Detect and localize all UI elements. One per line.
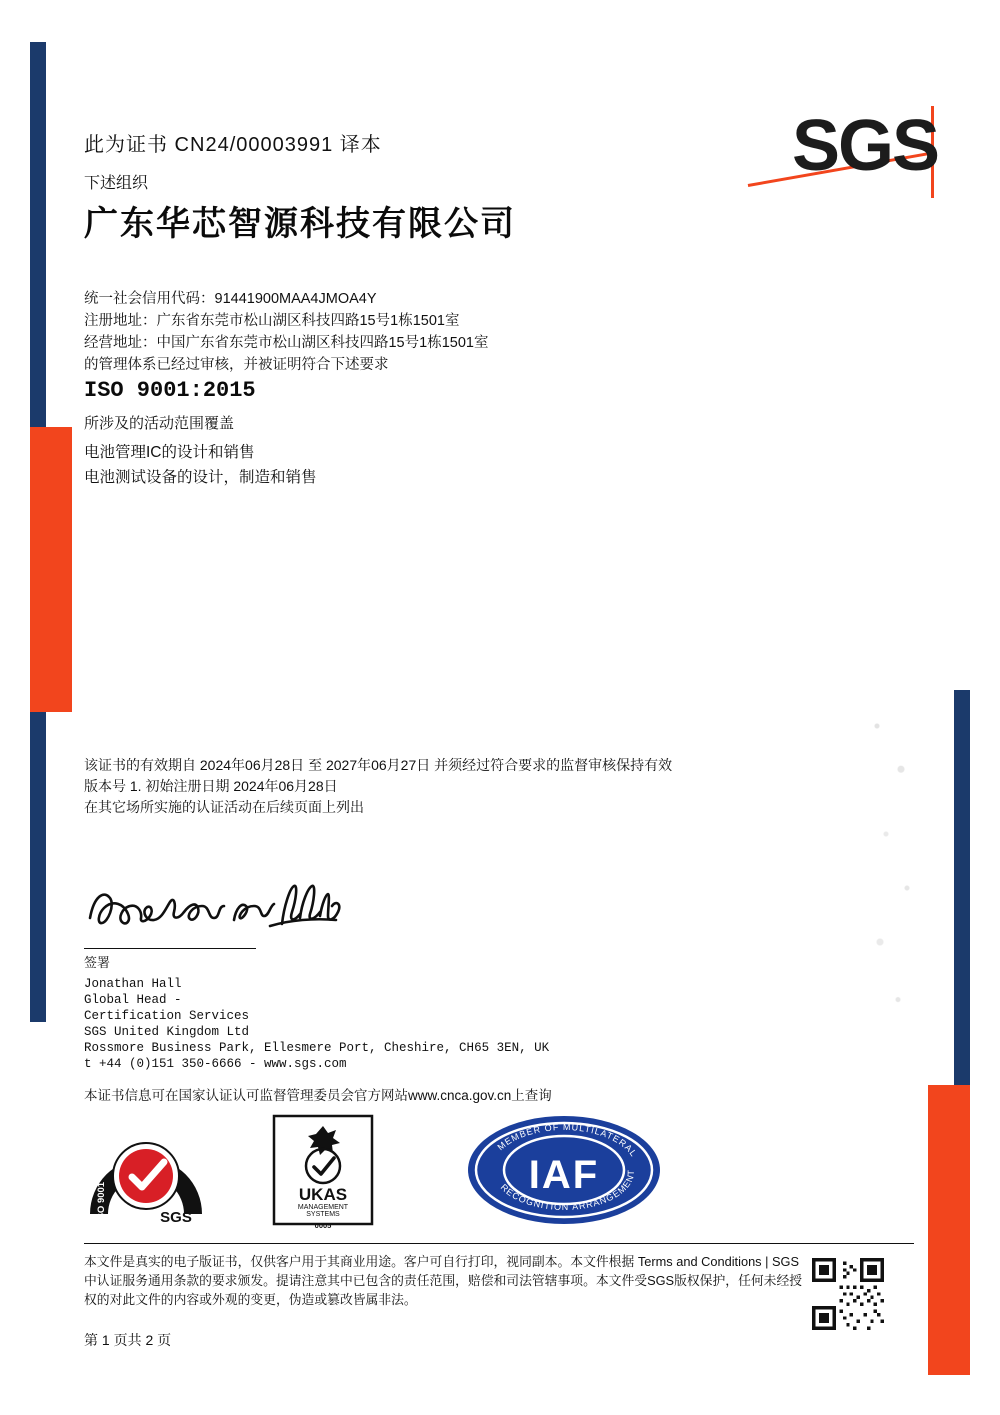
decor-bar-right-orange: [928, 1085, 970, 1375]
iaf-mark: [468, 1116, 660, 1224]
svg-text:MANAGEMENT: MANAGEMENT: [297, 1204, 349, 1211]
signature-image: [84, 878, 384, 938]
svg-text:SGS: SGS: [160, 1209, 192, 1226]
validity-block: [84, 755, 672, 818]
svg-text:UKAS: UKAS: [298, 1185, 348, 1204]
iso-9001-mark: [90, 1122, 202, 1226]
validity-issue: 版本号 1. 初始注册日期 2024年06月28日: [84, 778, 338, 794]
scope-lines: [84, 440, 317, 490]
svg-text:ISO 9001: ISO 9001: [96, 1181, 107, 1223]
address-line-2: t +44 (0)151 350-6666 - www.sgs.com: [84, 1057, 347, 1071]
svg-text:RECOGNITION ARRANGEMENT: RECOGNITION ARRANGEMENT: [498, 1168, 637, 1213]
scope-line-2: 电池测试设备的设计，制造和销售: [84, 469, 317, 486]
sgs-logo: [748, 106, 938, 200]
org-intro-label: 下述组织: [84, 175, 149, 192]
organization-details: [84, 288, 488, 376]
scope-heading: 所涉及的活动范围覆盖: [84, 415, 235, 432]
ukas-mark: [274, 1116, 372, 1230]
paper-smudge: [865, 690, 925, 1050]
signatory-company: SGS United Kingdom Ltd: [84, 1025, 250, 1039]
cnca-note: 本证书信息可在国家认证认可监督管理委员会官方网站www.cnca.gov.cn上查询: [84, 1088, 552, 1103]
signatory-block: [84, 976, 249, 1040]
detail-conformity-statement: 的管理体系已经过审核，并被证明符合下述要求: [84, 357, 389, 373]
decor-bar-left-blue-top: [30, 42, 46, 427]
signatory-title-2: Certification Services: [84, 1009, 250, 1023]
footer-disclaimer: 本文件是真实的电子版证书，仅供客户用于其商业用途。客户可自行打印，视同副本。本文件根据 Terms and Conditions | SGS 中认证服务通用条款的要求颁发。提请注意其中已包含的责任范围，赔偿和司法管辖事项。本文件受SGS版权保护，任何未经授权的对此文件的内容或外观的变更，伪造或篡改皆属非法。: [84, 1254, 803, 1307]
footer-divider: [84, 1243, 914, 1244]
signature-rule: [84, 948, 256, 949]
decor-bar-right-blue: [954, 690, 970, 1085]
qr-code: [812, 1258, 884, 1330]
validity-period: 该证书的有效期自 2024年06月28日 至 2027年06月27日 并须经过符合要求的监督审核保持有效: [84, 757, 673, 773]
svg-text:IAF: IAF: [528, 1153, 600, 1197]
decor-bar-left-blue-bottom: [30, 712, 46, 1022]
translation-note: 此为证书 CN24/00003991 译本: [84, 134, 382, 156]
decor-bar-left-orange: [30, 427, 72, 712]
detail-operating-address: 经营地址：中国广东省东莞市松山湖区科技四路15号1栋1501室: [84, 335, 489, 351]
standard-name: ISO 9001:2015: [84, 378, 256, 403]
organization-name: 广东华芯智源科技有限公司: [84, 205, 516, 243]
signature-label: 签署: [84, 955, 111, 970]
accreditation-marks: [84, 1110, 704, 1230]
svg-text:0005: 0005: [314, 1221, 332, 1230]
page-number: 第 1 页共 2 页: [84, 1332, 172, 1348]
address-line-1: Rossmore Business Park, Ellesmere Port, Cheshire, CH65 3EN, UK: [84, 1041, 550, 1055]
svg-text:SYSTEMS: SYSTEMS: [306, 1211, 340, 1218]
validity-other-sites: 在其它场所实施的认证活动在后续页面上列出: [84, 799, 364, 815]
company-address: [84, 1040, 549, 1072]
scope-line-1: 电池管理IC的设计和销售: [84, 444, 255, 461]
svg-text:SYSTEM CERTIFICATION: SYSTEM CERTIFICATION: [104, 1122, 188, 1129]
svg-text:MEMBER OF MULTILATERAL: MEMBER OF MULTILATERAL: [495, 1121, 640, 1159]
signatory-title-1: Global Head -: [84, 993, 182, 1007]
detail-credit-code: 统一社会信用代码：91441900MAA4JMOA4Y: [84, 291, 377, 307]
sgs-logo-text: SGS: [791, 106, 938, 186]
signatory-name: Jonathan Hall: [84, 977, 182, 991]
detail-registered-address: 注册地址：广东省东莞市松山湖区科技四路15号1栋1501室: [84, 313, 460, 329]
